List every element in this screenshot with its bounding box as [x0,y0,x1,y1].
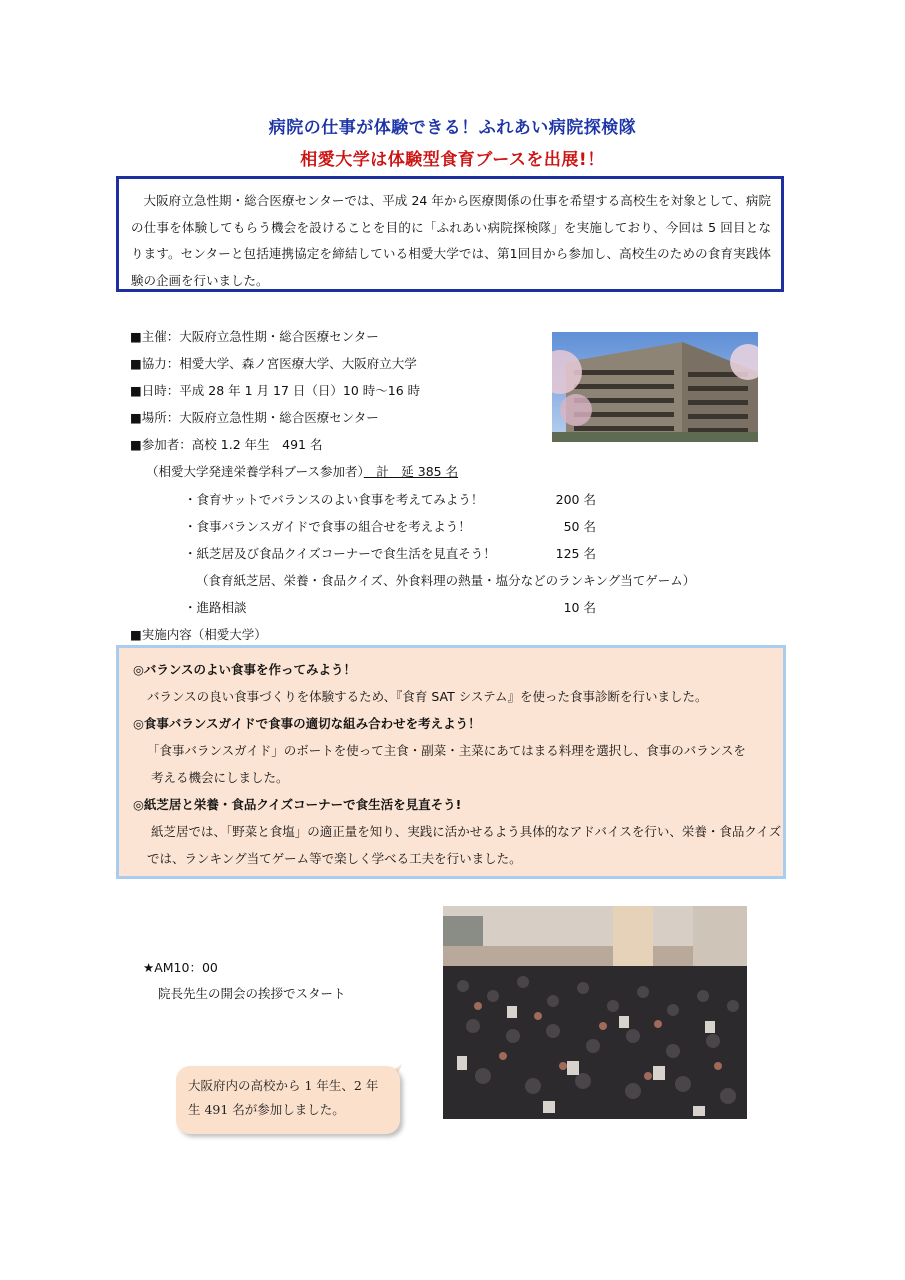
crowd-photo [443,906,747,1119]
bubble-line-2: 生 491 名が参加しました。 [188,1102,345,1117]
activity-content-box [116,645,786,879]
cooperation-line: ■協力：相愛大学、森ノ宮医療大学、大阪府立大学 [130,356,417,371]
section-3-body-1: 紙芝居では、「野菜と食塩」の適正量を知り、実践に活かせるよう具体的なアドバイスを行い、栄養・食品クイズ [151,824,782,839]
item-2-count: 50 名 [563,519,596,534]
booth-label: （相愛大学発達栄養学科ブース参加者） [146,464,364,479]
bubble-line-1: 大阪府内の高校から 1 年生、2 年 [188,1078,379,1093]
item-1-count: 200 名 [555,492,596,507]
intro-text: 大阪府立急性期・総合医療センターでは、平成 24 年から医療関係の仕事を希望する高校生を対象として、病院の仕事を体験してもらう機会を設けることを目的に「ふれあい病院探検隊」を実施しており、今回は 5 回目となります。センターと包括連携協定を締結している相愛大学では、第1回目から参加し、高校生のための食育実践体験の企画を行いました。 [131,193,771,288]
item-3-count: 125 名 [555,546,596,561]
booth-total: 計 延 385 名 [363,464,459,479]
item-4-label: ・進路相談 [184,600,247,615]
section-3-heading: ◎紙芝居と栄養・食品クイズコーナーで食生活を見直そう! [133,797,462,812]
item-2-label: ・食事バランスガイドで食事の組合せを考えよう！ [184,519,471,534]
speech-bubble [176,1066,400,1134]
item-3-note: （食育紙芝居、栄養・食品クイズ、外食料理の熱量・塩分などのランキング当てゲーム） [196,573,696,588]
place-line: ■場所：大阪府立急性期・総合医療センター [130,410,379,425]
page-subtitle: 相愛大学は体験型食育ブースを出展!！ [300,150,605,170]
section-3-body-2: では、ランキング当てゲーム等で楽しく学べる工夫を行いました。 [147,851,522,866]
page-title: 病院の仕事が体験できる！ふれあい病院探検隊 [268,118,637,138]
event-description: 院長先生の開会の挨拶でスタート [158,986,346,1001]
section-1-body: バランスの良い食事づくりを体験するため、『食育 SAT システム』を使った食事診断を行いました。 [147,689,708,704]
intro-box [116,176,784,292]
hospital-building-illustration [552,332,758,442]
item-3-label: ・紙芝居及び食品クイズコーナーで食生活を見直そう！ [184,546,496,561]
sponsor-line: ■主催：大阪府立急性期・総合医療センター [130,329,379,344]
section-2-body-1: 「食事バランスガイド」のボートを使って主食・副菜・主菜にあてはまる料理を選択し、食事のバランスを [147,743,746,758]
section-2-heading: ◎食事バランスガイドで食事の適切な組み合わせを考えよう！ [133,716,481,731]
crowd-illustration [443,906,747,1119]
participants-line: ■参加者：高校 1.2 年生 491 名 [130,437,323,452]
item-4-count: 10 名 [563,600,596,615]
booth-participants-line [146,462,458,480]
content-heading: ■実施内容（相愛大学） [130,627,267,642]
hospital-building-photo [552,332,758,442]
event-time: ★AM10：00 [143,960,218,975]
section-1-heading: ◎バランスのよい食事を作ってみよう！ [133,662,357,677]
date-line: ■日時：平成 28 年 1 月 17 日（日）10 時～16 時 [130,383,421,398]
item-1-label: ・食育サットでバランスのよい食事を考えてみよう！ [184,492,484,507]
section-2-body-2: 考える機会にしました。 [151,770,289,785]
